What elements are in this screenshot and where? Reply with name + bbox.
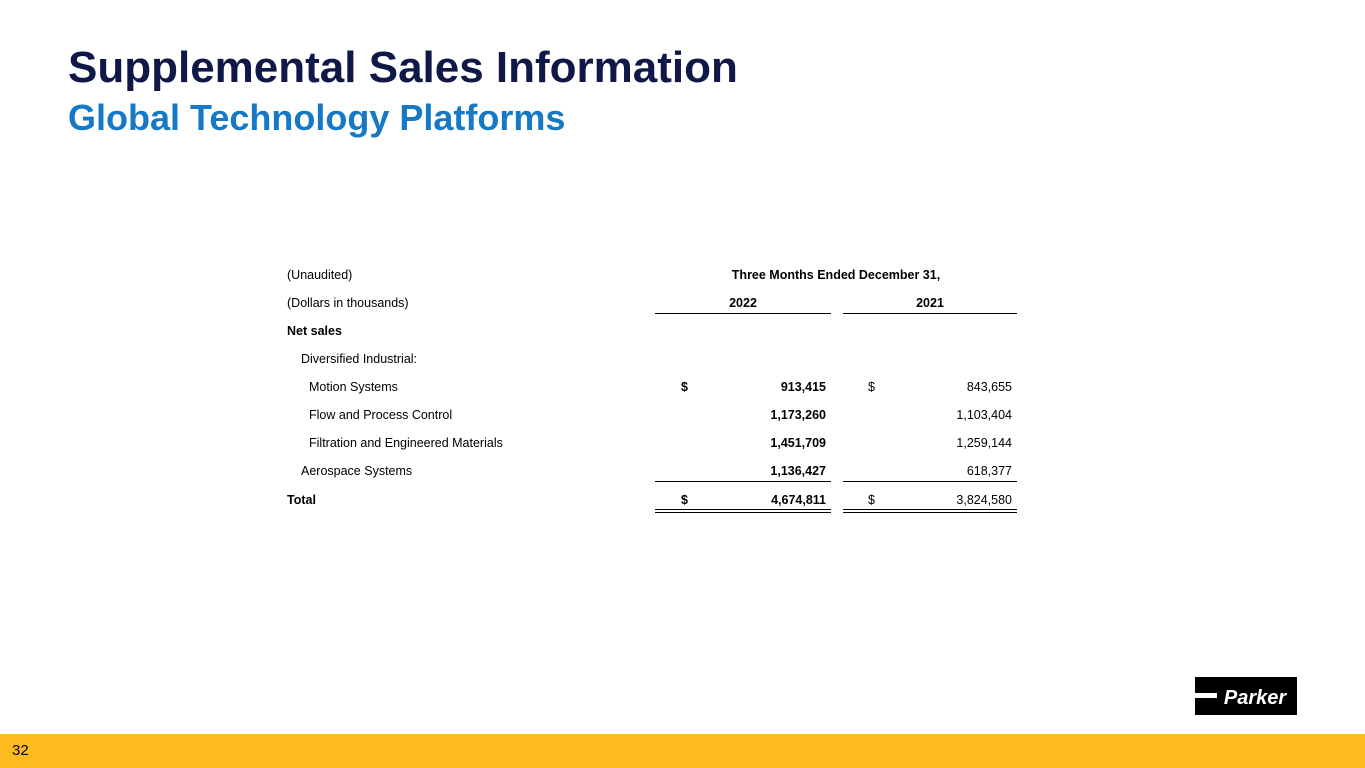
net-sales-label: Net sales: [287, 324, 342, 338]
units-label: (Dollars in thousands): [287, 296, 409, 310]
unaudited-label: (Unaudited): [287, 268, 353, 282]
value-2021: 843,655: [966, 380, 1012, 394]
row-label: Filtration and Engineered Materials: [309, 436, 503, 450]
header-rule-2021: [843, 313, 1017, 314]
total-2022: 4,674,811: [771, 493, 826, 507]
value-2021: 1,103,404: [956, 408, 1012, 422]
currency-symbol: $: [868, 493, 875, 507]
period-header: Three Months Ended December 31,: [731, 268, 941, 282]
value-2021: 618,377: [966, 464, 1012, 478]
currency-symbol: $: [681, 380, 688, 394]
row-label: Motion Systems: [309, 380, 398, 394]
column-header-2021: 2021: [916, 296, 944, 310]
page-subtitle: Global Technology Platforms: [68, 97, 566, 138]
total-double-rule-2022: [655, 509, 831, 513]
currency-symbol: $: [868, 380, 875, 394]
value-2021: 1,259,144: [956, 436, 1012, 450]
logo-wordmark: Parker: [1223, 687, 1287, 709]
parker-logo: [1195, 677, 1297, 715]
footer-bar: [0, 734, 1365, 768]
total-label: Total: [287, 493, 316, 507]
value-2022: 1,173,260: [770, 408, 826, 422]
header-rule-2022: [655, 313, 831, 314]
subtotal-rule-2022: [655, 481, 831, 482]
value-2022: 1,451,709: [770, 436, 826, 450]
column-header-2022: 2022: [729, 296, 757, 310]
row-label: Flow and Process Control: [309, 408, 453, 422]
page-number: 32: [12, 742, 29, 759]
value-2022: 1,136,427: [770, 464, 826, 478]
row-label: Aerospace Systems: [301, 464, 413, 478]
subtotal-rule-2021: [843, 481, 1017, 482]
currency-symbol: $: [681, 493, 688, 507]
page-title: Supplemental Sales Information: [68, 43, 738, 92]
total-2021: 3,824,580: [956, 493, 1012, 507]
total-double-rule-2021: [843, 509, 1017, 513]
value-2022: 913,415: [780, 380, 826, 394]
group-label: Diversified Industrial:: [301, 352, 418, 366]
